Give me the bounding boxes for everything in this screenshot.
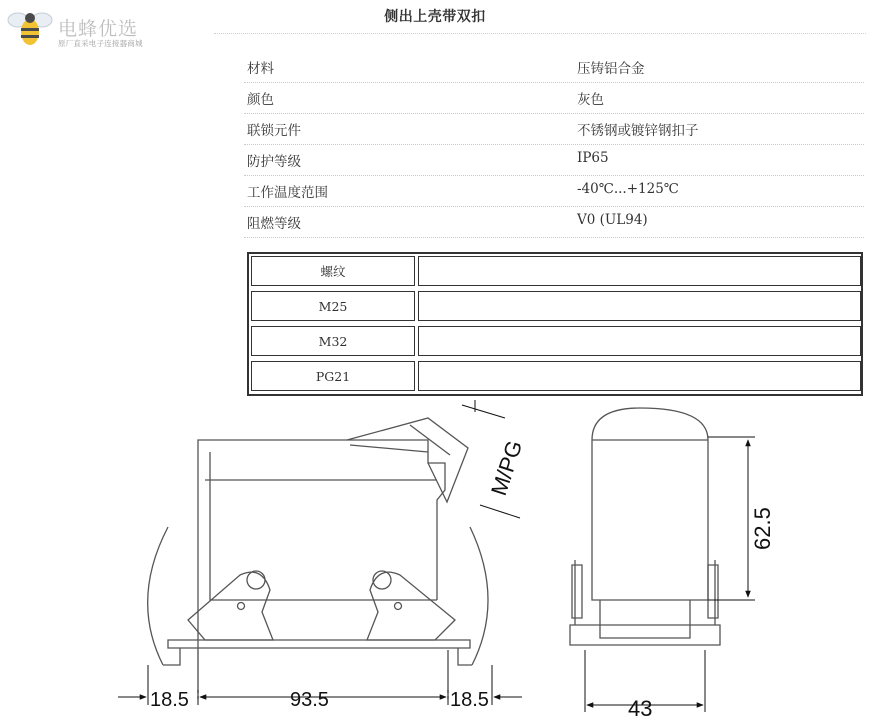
- side-view: [148, 418, 488, 700]
- dim-height: 62.5: [750, 507, 775, 550]
- dim-right-margin: 18.5: [450, 689, 489, 711]
- spec-label: 颜色: [247, 92, 274, 108]
- spec-label: 防护等级: [247, 154, 301, 170]
- spec-value: V0 (UL94): [577, 212, 648, 228]
- page-title: 侧出上壳带双扣: [384, 9, 486, 25]
- spec-label: 材料: [247, 61, 274, 77]
- table-cell-label: M25: [251, 291, 415, 321]
- dim-width: 43: [628, 696, 653, 719]
- spec-row-temperature: [244, 175, 864, 207]
- logo-tagline: 原厂直采电子连接器商城: [58, 39, 143, 48]
- table-row: [249, 324, 861, 359]
- spec-label: 阻燃等级: [247, 216, 301, 232]
- spec-row-color: [244, 82, 864, 114]
- spec-label: 联锁元件: [247, 123, 301, 139]
- thread-table: [247, 252, 863, 396]
- dim-pitch: 93.5: [290, 689, 329, 711]
- spec-value: IP65: [577, 150, 609, 166]
- table-row: [249, 359, 861, 394]
- table-cell-value: [418, 291, 861, 321]
- spec-label: 工作温度范围: [247, 185, 328, 201]
- side-view-dimensions: [118, 400, 522, 705]
- technical-drawing: [0, 400, 870, 719]
- dim-gland: M/PG: [485, 437, 528, 499]
- table-cell-label: PG21: [251, 361, 415, 391]
- front-view: [570, 408, 720, 645]
- spec-row-flammability: [244, 206, 864, 238]
- front-view-dimensions: [585, 437, 755, 712]
- table-row: [249, 289, 861, 324]
- table-cell-value: [418, 361, 861, 391]
- spec-value: 灰色: [577, 92, 604, 108]
- logo-name: 电蜂优选: [58, 18, 139, 40]
- title-divider: [214, 33, 866, 34]
- table-row: [249, 254, 861, 289]
- spec-value: 压铸铝合金: [577, 61, 645, 77]
- spec-value: 不锈钢或镀锌钢扣子: [577, 123, 699, 139]
- spec-value: -40℃...+125℃: [577, 181, 679, 197]
- table-cell-value: [418, 256, 861, 286]
- spec-row-protection: [244, 144, 864, 176]
- table-cell-value: [418, 326, 861, 356]
- table-cell-label: 螺纹: [251, 256, 415, 286]
- dim-left-margin: 18.5: [150, 689, 189, 711]
- spec-row-locking: [244, 113, 864, 145]
- table-cell-label: M32: [251, 326, 415, 356]
- spec-row-material: [244, 51, 864, 83]
